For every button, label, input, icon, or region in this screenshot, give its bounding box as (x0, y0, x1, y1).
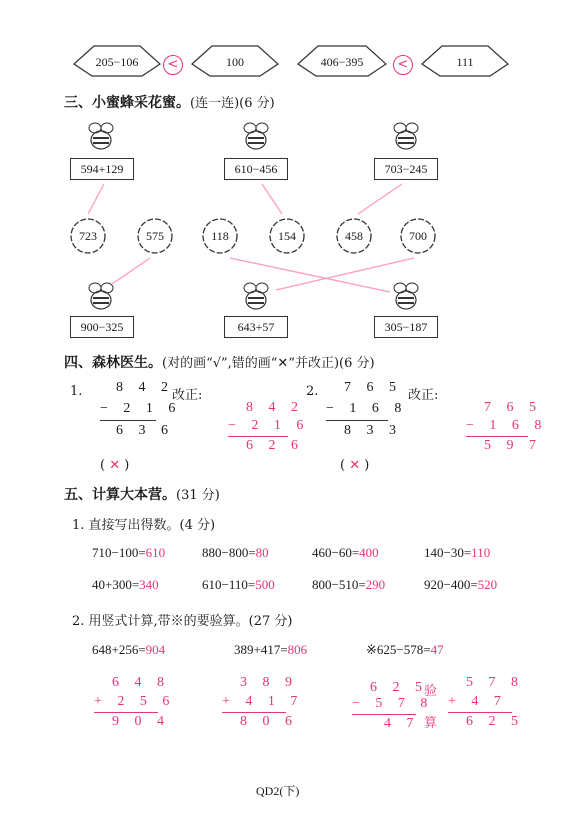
bee-box-top-2[interactable]: 610−456 (224, 158, 288, 180)
vcalc-result-1: 9 0 4 (112, 714, 170, 729)
calc-expr: 648+256= (92, 642, 146, 657)
bee-icon (85, 280, 117, 314)
fix-rule-line (228, 436, 288, 437)
vcalc-rule (448, 712, 512, 713)
paren-left: ( (340, 458, 346, 473)
match-line-2 (262, 184, 282, 214)
vcalc-top-4: 5 7 8 (466, 675, 524, 690)
section5-note: (31 分) (176, 488, 220, 503)
vertical-sub-1: − 2 1 6 (100, 401, 182, 416)
q1-title: 1. 直接写出得数。(4 分) (72, 518, 216, 533)
vcalc-rule (222, 712, 286, 713)
section3-title: 三、小蜜蜂采花蜜。 (64, 95, 190, 111)
calc-answer[interactable]: 904 (145, 642, 166, 657)
calc-answer[interactable]: 400 (359, 545, 379, 560)
rule-line (100, 420, 156, 421)
match-line-1 (88, 184, 104, 214)
calc-expr: 460−60= (312, 545, 360, 560)
calc-answer[interactable]: 806 (287, 642, 308, 657)
calc-answer[interactable]: 80 (255, 545, 269, 560)
verify-label-top: 验 (424, 684, 438, 699)
vcalc-top-1: 6 4 8 (112, 675, 170, 690)
calc-item (424, 577, 497, 593)
calc-item (312, 545, 379, 561)
calc-answer[interactable]: 340 (139, 577, 159, 592)
verify-label-bottom: 算 (424, 716, 438, 731)
calc-answer[interactable]: 520 (477, 577, 498, 592)
paren-left: ( (100, 458, 106, 473)
calc-expr: 389+417= (234, 642, 288, 657)
bee-box-bottom-3[interactable]: 305−187 (374, 316, 438, 338)
problem-number-2: 2. (306, 384, 319, 399)
vcalc-mid-3: − 5 7 8 (352, 696, 434, 711)
calc-expr: 920−400= (424, 577, 478, 592)
bee-box-bottom-1[interactable]: 900−325 (70, 316, 134, 338)
compare-expr-2: 406−395 (320, 55, 364, 69)
q2-title: 2. 用竖式计算,带※的要验算。(27 分) (72, 614, 293, 629)
vcalc-result-2: 8 0 6 (240, 714, 298, 729)
fix-label-2: 改正: (408, 388, 439, 403)
rule-line (326, 420, 388, 421)
match-line-3 (358, 184, 402, 214)
calc-item (92, 577, 159, 593)
section4-title: 四、森林医生。 (64, 355, 162, 371)
flower-value-6[interactable]: 700 (409, 229, 427, 243)
calc-item (366, 642, 444, 658)
bee-box-top-3[interactable]: 703−245 (374, 158, 438, 180)
vcalc-result-4: 6 2 5 (466, 714, 524, 729)
wrong-mark[interactable]: ✕ (109, 458, 121, 473)
fix-sub-2: − 1 6 8 (466, 418, 548, 433)
wrong-mark[interactable]: ✕ (349, 458, 361, 473)
section5-heading (64, 484, 220, 504)
fix-top-1: 8 4 2 (246, 400, 304, 415)
answer-paren-1 (100, 458, 129, 473)
calc-answer[interactable]: 47 (430, 642, 444, 657)
calc-item (424, 545, 490, 561)
section4-heading (64, 352, 375, 372)
match-line-4 (112, 258, 150, 284)
calc-expr: 40+300= (92, 577, 140, 592)
calc-answer[interactable]: 110 (471, 545, 491, 560)
bee-icon (240, 280, 272, 314)
vertical-result-1: 6 3 6 (116, 423, 174, 438)
fix-label-1: 改正: (172, 388, 203, 403)
calc-item (312, 577, 385, 593)
page-footer: QD2(下) (256, 784, 300, 798)
vertical-top-1: 8 4 2 (116, 380, 174, 395)
calc-item (202, 577, 275, 593)
bee-icon (85, 120, 117, 154)
compare-expr-1: 205−106 (95, 55, 139, 69)
vcalc-rule (94, 712, 158, 713)
vcalc-mid-1: + 2 5 6 (94, 694, 176, 709)
compare-value-1: 100 (226, 55, 244, 69)
flower-value-2[interactable]: 575 (146, 229, 164, 243)
compare-value-2: 111 (456, 55, 474, 69)
flower-value-4[interactable]: 154 (278, 229, 296, 243)
vcalc-result-3: 4 7 (384, 716, 420, 731)
flower-value-5[interactable]: 458 (345, 229, 363, 243)
calc-expr: 710−100= (92, 545, 146, 560)
bee-icon (240, 120, 272, 154)
calc-expr: 140−30= (424, 545, 472, 560)
calc-answer[interactable]: 500 (255, 577, 275, 592)
vcalc-top-2: 3 8 9 (240, 675, 298, 690)
vcalc-rule (352, 714, 416, 715)
bee-icon (390, 120, 422, 154)
vertical-sub-2: − 1 6 8 (326, 401, 408, 416)
bee-box-bottom-2[interactable]: 643+57 (224, 316, 288, 338)
vertical-top-2: 7 6 5 (344, 380, 402, 395)
calc-answer[interactable]: 290 (365, 577, 386, 592)
vcalc-mid-4: + 4 7 (448, 694, 507, 709)
answer-paren-2 (340, 458, 369, 473)
fix-top-2: 7 6 5 (484, 400, 542, 415)
section5-title: 五、计算大本营。 (64, 487, 176, 503)
fix-result-2: 5 9 7 (484, 438, 542, 453)
calc-expr: 880−800= (202, 545, 256, 560)
compare-sign-1[interactable]: < (163, 55, 183, 75)
calc-expr: 800−510= (312, 577, 366, 592)
paren-right: ) (364, 458, 370, 473)
calc-expr: ※625−578= (366, 642, 431, 657)
flower-value-3[interactable]: 118 (211, 229, 229, 243)
fix-rule-line (466, 436, 528, 437)
bee-box-top-1[interactable]: 594+129 (70, 158, 134, 180)
calc-item (202, 545, 269, 561)
fix-result-1: 6 2 6 (246, 438, 304, 453)
calc-expr: 610−110= (202, 577, 256, 592)
compare-sign-2[interactable]: < (393, 55, 413, 75)
paren-right: ) (124, 458, 130, 473)
calc-item (92, 642, 165, 658)
flower-value-1[interactable]: 723 (79, 229, 97, 243)
calc-item (234, 642, 307, 658)
section4-note: (对的画“√”,错的画“✕”并改正)(6 分) (162, 356, 375, 371)
bee-icon (390, 280, 422, 314)
vcalc-mid-2: + 4 1 7 (222, 694, 304, 709)
section3-note: (连一连)(6 分) (190, 96, 275, 111)
fix-sub-1: − 2 1 6 (228, 418, 310, 433)
vcalc-top-3: 6 2 5 (370, 680, 428, 695)
calc-item (92, 545, 165, 561)
vertical-result-2: 8 3 3 (344, 423, 402, 438)
problem-number-1: 1. (70, 384, 83, 399)
calc-answer[interactable]: 610 (145, 545, 166, 560)
